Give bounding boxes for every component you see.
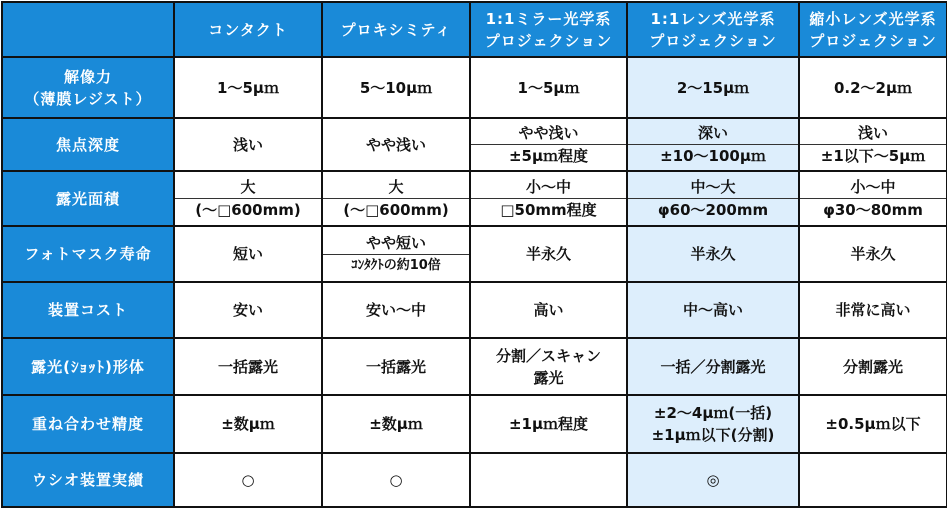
table-cell: やや浅い ±5μｍ程度 [470, 118, 627, 171]
row-header-photomask-life: フォトマスク寿命 [2, 226, 174, 282]
table-cell: 短い [174, 226, 322, 282]
table-row [2, 57, 947, 118]
table-cell: 2～15μｍ [627, 57, 799, 118]
table-cell: ○ [322, 453, 470, 507]
table-cell: 1～5μｍ [470, 57, 627, 118]
table-cell: ±2～4μｍ(一括) ±1μｍ以下(分割) [627, 395, 799, 453]
table-cell: 中～高い [627, 282, 799, 338]
table-cell: ±0.5μｍ以下 [799, 395, 947, 453]
table-cell: ○ [174, 453, 322, 507]
table-cell: やや短い ｺﾝﾀｸﾄの約10倍 [322, 226, 470, 282]
table-cell: 非常に高い [799, 282, 947, 338]
table-cell [799, 453, 947, 507]
table-cell: 半永久 [470, 226, 627, 282]
table-cell: 浅い ±1以下～5μｍ [799, 118, 947, 171]
col-header-reduction-projection: 縮小レンズ光学系 プロジェクション [799, 2, 947, 57]
row-header-exposure-shot-form: 露光(ｼｮｯﾄ)形体 [2, 338, 174, 395]
table-cell: 浅い [174, 118, 322, 171]
table-cell: 1～5μｍ [174, 57, 322, 118]
col-header-proximity: プロキシミティ [322, 2, 470, 57]
table-cell: 一括露光 [322, 338, 470, 395]
table-cell: 深い ±10～100μｍ [627, 118, 799, 171]
table-cell: 分割露光 [799, 338, 947, 395]
col-header-contact: コンタクト [174, 2, 322, 57]
row-header-resolution: 解像力 （薄膜レジスト） [2, 57, 174, 118]
row-header-overlay-accuracy: 重ね合わせ精度 [2, 395, 174, 453]
row-header-equipment-cost: 装置コスト [2, 282, 174, 338]
table-cell: 小～中 φ30～80mm [799, 171, 947, 226]
table-cell: ±1μｍ程度 [470, 395, 627, 453]
row-header-depth-of-focus: 焦点深度 [2, 118, 174, 171]
table-cell: 分割／スキャン 露光 [470, 338, 627, 395]
table-cell: 高い [470, 282, 627, 338]
table-cell [470, 453, 627, 507]
table-row [2, 338, 947, 395]
table-cell: 大 (～□600mm) [174, 171, 322, 226]
corner-cell [2, 2, 174, 57]
table-cell: 一括露光 [174, 338, 322, 395]
table-row [2, 226, 947, 282]
table-cell: 5～10μｍ [322, 57, 470, 118]
table-cell: ◎ [627, 453, 799, 507]
col-header-mirror-projection: 1:1ミラー光学系 プロジェクション [470, 2, 627, 57]
table-row [2, 282, 947, 338]
table-row [2, 453, 947, 507]
table-cell: 大 (～□600mm) [322, 171, 470, 226]
table-cell: 0.2～2μｍ [799, 57, 947, 118]
row-header-exposure-area: 露光面積 [2, 171, 174, 226]
table-row [2, 171, 947, 226]
col-header-lens-projection: 1:1レンズ光学系 プロジェクション [627, 2, 799, 57]
row-header-ushio-track-record: ウシオ装置実績 [2, 453, 174, 507]
table-cell: やや浅い [322, 118, 470, 171]
table-cell: 小～中 □50mm程度 [470, 171, 627, 226]
lithography-comparison-table [1, 1, 947, 508]
table-cell: ±数μｍ [322, 395, 470, 453]
table-cell: 安い～中 [322, 282, 470, 338]
table-row [2, 118, 947, 171]
table-cell: 中～大 φ60～200mm [627, 171, 799, 226]
table-cell: ±数μｍ [174, 395, 322, 453]
table-row [2, 395, 947, 453]
table-cell: 一括／分割露光 [627, 338, 799, 395]
table-cell: 半永久 [799, 226, 947, 282]
header-row [2, 2, 947, 57]
table-cell: 半永久 [627, 226, 799, 282]
table-cell: 安い [174, 282, 322, 338]
